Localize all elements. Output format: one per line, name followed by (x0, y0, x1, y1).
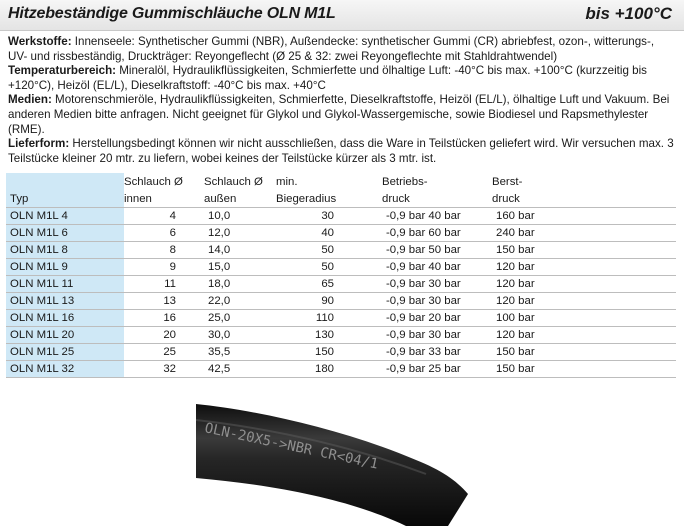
bend-radius-cell: 40 (276, 225, 382, 242)
outer-diameter-cell: 25,0 (204, 310, 276, 327)
working-pressure-cell: -0,9 bar 40 bar (382, 208, 492, 225)
temperature-rating: bis +100°C (585, 4, 672, 23)
table-row (6, 361, 676, 378)
working-pressure-cell: -0,9 bar 33 bar (382, 344, 492, 361)
table-row (6, 276, 676, 293)
burst-pressure-cell: 120 bar (492, 259, 676, 276)
inner-diameter-cell: 4 (124, 208, 204, 225)
outer-diameter-cell: 42,5 (204, 361, 276, 378)
inner-diameter-cell: 6 (124, 225, 204, 242)
outer-diameter-cell: 14,0 (204, 242, 276, 259)
burst-pressure-cell: 240 bar (492, 225, 676, 242)
medien-label: Medien: (8, 93, 52, 107)
outer-diameter-cell: 15,0 (204, 259, 276, 276)
working-pressure-cell: -0,9 bar 40 bar (382, 259, 492, 276)
bend-radius-cell: 90 (276, 293, 382, 310)
bend-radius-cell: 65 (276, 276, 382, 293)
working-pressure-cell: -0,9 bar 30 bar (382, 327, 492, 344)
inner-diameter-cell: 16 (124, 310, 204, 327)
type-cell: OLN M1L 4 (6, 208, 124, 225)
table-row (6, 208, 676, 225)
werkstoffe-paragraph (8, 35, 676, 64)
bend-radius-cell: 130 (276, 327, 382, 344)
burst-pressure-cell: 160 bar (492, 208, 676, 225)
table-header-cell: druck (382, 193, 410, 205)
type-cell: OLN M1L 20 (6, 327, 124, 344)
page-title: Hitzebeständige Gummischläuche OLN M1L (8, 5, 336, 22)
outer-diameter-cell: 12,0 (204, 225, 276, 242)
inner-diameter-cell: 11 (124, 276, 204, 293)
hose-photo (196, 390, 486, 526)
working-pressure-cell: -0,9 bar 30 bar (382, 293, 492, 310)
medien-text: Motorenschmieröle, Hydraulikflüssigkeiten, Schmierfette, Dieselkraftstoffe, Heizöl (EL/L), ölhaltige Luft und Vakuum. Bei anderen Medien bitte anfragen. Nicht geeignet für Glykol und Glykol-Wassergemische, sowie Biodiesel und Rapsmethylester (RME). (8, 93, 670, 136)
table-header-cell: min. (276, 176, 298, 188)
bend-radius-cell: 50 (276, 242, 382, 259)
table-header-cell: Berst- (492, 176, 523, 188)
lieferform-text: Herstellungsbedingt können wir nicht ausschließen, dass die Ware in Teilstücken geliefert wird. Wir versuchen max. 3 Teilstücke kleiner 20 mtr. zu liefern, wobei keines der Teilstücke kürzer als 3 mtr. ist. (8, 137, 674, 165)
type-cell: OLN M1L 32 (6, 361, 124, 378)
inner-diameter-cell: 8 (124, 242, 204, 259)
table-header-row-bottom (6, 190, 676, 208)
table-row (6, 310, 676, 327)
bend-radius-cell: 30 (276, 208, 382, 225)
temperatur-paragraph (8, 64, 676, 93)
burst-pressure-cell: 150 bar (492, 242, 676, 259)
inner-diameter-cell: 20 (124, 327, 204, 344)
table-header-cell: innen (124, 193, 152, 205)
type-cell: OLN M1L 8 (6, 242, 124, 259)
burst-pressure-cell: 120 bar (492, 276, 676, 293)
werkstoffe-text: Innenseele: Synthetischer Gummi (NBR), Außendecke: synthetischer Gummi (CR) abriebfest, ozon-, witterungs-, UV- und rissbeständig, Druckträger: Reyongeflecht (Ø 25 & 32: zwei Reyongeflechte mit Stahldrahtwendel) (8, 35, 655, 63)
inner-diameter-cell: 13 (124, 293, 204, 310)
spec-table (6, 173, 676, 378)
type-cell: OLN M1L 11 (6, 276, 124, 293)
type-cell: OLN M1L 6 (6, 225, 124, 242)
product-description (8, 35, 676, 166)
burst-pressure-cell: 150 bar (492, 344, 676, 361)
table-row (6, 344, 676, 361)
table-row (6, 242, 676, 259)
working-pressure-cell: -0,9 bar 20 bar (382, 310, 492, 327)
table-header-cell: Betriebs- (382, 176, 428, 188)
type-cell: OLN M1L 13 (6, 293, 124, 310)
type-cell: OLN M1L 25 (6, 344, 124, 361)
working-pressure-cell: -0,9 bar 30 bar (382, 276, 492, 293)
burst-pressure-cell: 120 bar (492, 293, 676, 310)
type-cell: OLN M1L 9 (6, 259, 124, 276)
inner-diameter-cell: 25 (124, 344, 204, 361)
bend-radius-cell: 110 (276, 310, 382, 327)
medien-paragraph (8, 93, 676, 137)
outer-diameter-cell: 30,0 (204, 327, 276, 344)
hose-body (196, 404, 468, 526)
header-band (0, 0, 684, 31)
table-header-cell: Schlauch Ø (124, 176, 183, 188)
lieferform-label: Lieferform: (8, 137, 70, 151)
bend-radius-cell: 50 (276, 259, 382, 276)
temperatur-label: Temperaturbereich: (8, 64, 117, 78)
working-pressure-cell: -0,9 bar 25 bar (382, 361, 492, 378)
table-row (6, 293, 676, 310)
table-row (6, 327, 676, 344)
inner-diameter-cell: 32 (124, 361, 204, 378)
type-cell: OLN M1L 16 (6, 310, 124, 327)
table-header-cell: Typ (6, 190, 124, 208)
burst-pressure-cell: 120 bar (492, 327, 676, 344)
table-row (6, 225, 676, 242)
table-header-row-top (6, 173, 676, 190)
working-pressure-cell: -0,9 bar 60 bar (382, 225, 492, 242)
table-row (6, 259, 676, 276)
outer-diameter-cell: 18,0 (204, 276, 276, 293)
table-header-cell: Biegeradius (276, 193, 337, 205)
hose-print: OLN-20X5->NBR CR<04/1 (203, 420, 380, 473)
temperatur-text: Mineralöl, Hydraulikflüssigkeiten, Schmierfette und ölhaltige Luft: -40°C bis max. +100°C (kurzzeitig bis +120°C), Heizöl (EL/L), Dieselkraftstoff: -40°C bis max. +40°C (8, 64, 647, 92)
outer-diameter-cell: 35,5 (204, 344, 276, 361)
lieferform-paragraph (8, 137, 676, 166)
werkstoffe-label: Werkstoffe: (8, 35, 72, 48)
outer-diameter-cell: 22,0 (204, 293, 276, 310)
table-header-cell: druck (492, 193, 520, 205)
burst-pressure-cell: 100 bar (492, 310, 676, 327)
inner-diameter-cell: 9 (124, 259, 204, 276)
outer-diameter-cell: 10,0 (204, 208, 276, 225)
burst-pressure-cell: 150 bar (492, 361, 676, 378)
working-pressure-cell: -0,9 bar 50 bar (382, 242, 492, 259)
table-header-cell: außen (204, 193, 237, 205)
bend-radius-cell: 180 (276, 361, 382, 378)
table-header-cell (6, 173, 124, 190)
bend-radius-cell: 150 (276, 344, 382, 361)
table-header-cell: Schlauch Ø (204, 176, 263, 188)
